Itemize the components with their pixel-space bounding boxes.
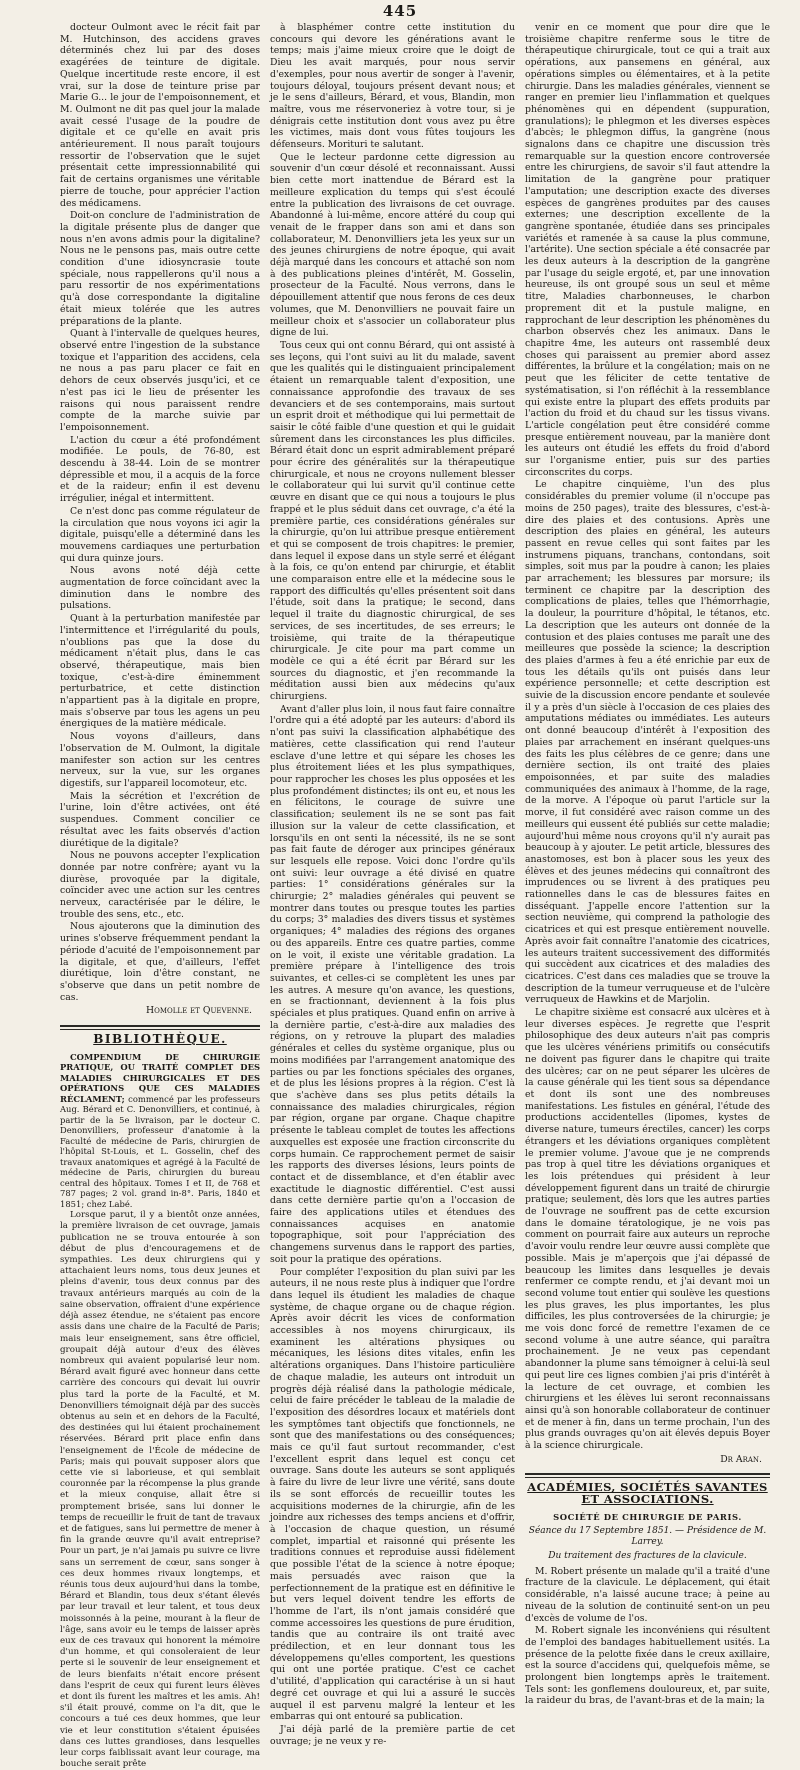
paragraph: Nous ajouterons que la diminution des urines s'observe fréquemment pendant la période d'acuité de l'empoisonnement par la digitale, et que, d'ailleurs, l'effet diurétique, loin d'être constant, ne s'observe que dans un petit nombre de cas. <box>60 921 260 1003</box>
paragraph: Tous ceux qui ont connu Bérard, qui ont assisté à ses leçons, qui l'ont suivi au lit du malade, savent que les qualités qui le distinguaient principalement étaient un remarquable talent d'exposition, une connaissance approfondie des travaux de ses devanciers et de ses contemporains, mais surtout un esprit droit et méthodique qui lui permettait de saisir le côté faible d'une question et qui le guidait sûrement dans les circonstances les plus difficiles. Bérard était donc un esprit admirablement préparé pour écrire des généralités sur la thérapeutique chirurgicale, et nous ne croyons nullement blesser le collaborateur qui lui survit qu'il continue cette œuvre en disant que ce qui nous a toujours le plus frappé et le plus séduit dans cet ouvrage, c'a été la première partie, ces considérations générales sur la chirurgie, qu'on lui attribue presque entièrement et qui se composent de trois chapitres: le premier, dans lequel il expose dans un style serré et élégant à la fois, ce qu'on entend par chirurgie, et établit une comparaison entre elle et la médecine sous le rapport des difficultés qu'elles présentent soit dans l'étude, soit dans la pratique; le second, dans lequel il traite du diagnostic chirurgical, de ses services, de ses incertitudes, de ses erreurs; le troisième, qui traite de la thérapeutique chirurgicale. Je cite pour ma part comme un modèle ce qui a été écrit par Bérard sur les sources du diagnostic, et j'en recommande la méditation aussi bien aux médecins qu'aux chirurgiens. <box>270 339 515 703</box>
society-name: SOCIÉTÉ DE CHIRURGIE DE PARIS. <box>553 1511 742 1522</box>
paragraph: Avant d'aller plus loin, il nous faut faire connaître l'ordre qui a été adopté par les auteurs: d'abord ils n'ont pas suivi la classification alphabétique des matières, cette classification qui rend l'auteur esclave d'une lettre et qui sépare les choses les plus étroitement liées et les plus sympathiques, pour rapprocher les choses les plus opposées et les plus profondément distinctes; ils ont eu, et nous les en félicitons, le courage de suivre une classification; seulement ils ne se sont pas fait illusion sur la valeur de cette classification, et lorsqu'ils en ont senti la nécessité, ils ne se sont pas fait faute de déroger aux principes généraux sur lesquels elle repose. Voici donc l'ordre qu'ils ont suivi: leur ouvrage a été divisé en quatre parties: 1° considérations générales sur la chirurgie; 2° maladies générales qui peuvent se montrer dans toutes ou presque toutes les parties du corps; 3° maladies des divers tissus et systèmes organiques; 4° maladies des régions des organes ou des appareils. Entre ces quatre parties, comme on le voit, il existe une véritable gradation. La première prépare à l'intelligence des trois suivantes, et celles-ci se complètent les unes par les autres. A mesure qu'on avance, les questions, en se fractionnant, deviennent à la fois plus spéciales et plus pratiques. Quand enfin on arrive à la dernière partie, c'est-à-dire aux maladies des régions, on y retrouve la plupart des maladies générales et celles du système organique, plus ou moins modifiées par l'arrangement anatomique des parties ou par les fonctions spéciales des organes, et de plus les lésions propres à la région. C'est là que s'achève dans ses plus petits détails la connaissance des maladies chirurgicales, région par région, organe par organe. Chaque chapitre présente le tableau complet de toutes les affections auxquelles est exposée une fraction circonscrite du corps humain. Ce rapprochement permet de saisir les rapports des diverses lésions, leurs points de contact et de dissemblance, et d'en établir avec exactitude le diagnostic différentiel. C'est aussi dans cette dernière partie qu'on a l'occasion de faire des applications utiles et étendues des connaissances acquises en anatomie topographique, soit pour l'appréciation des changemens survenus dans le rapport des parties, soit pour la pratique des opérations. <box>270 703 515 1265</box>
section-divider <box>525 1473 770 1478</box>
section-divider <box>60 1025 260 1030</box>
topic-title: Du traitement des fractures de la clavicule. <box>548 1551 747 1561</box>
paragraph: venir en ce moment que pour dire que le troisième chapitre renferme sous le titre de thérapeutique chirurgicale, tout ce qui a trait aux opérations, aux pansemens en général, aux opérations simples ou élémentaires, et à la petite chirurgie. Dans les maladies générales, viennent se ranger en premier lieu l'inflammation et quelques phénomènes qui en dépendent (suppuration, granulations); le phlegmon et les diverses espèces d'abcès; le phlegmon diffus, la gangrène (nous signalons dans ce chapitre une discussion très remarquable sur la question encore controversée entre les chirurgiens, de savoir s'il faut attendre la limitation de la gangrène pour pratiquer l'amputation; une description exacte des diverses espèces de gangrènes produites par des causes externes; une description excellente de la gangrène spontanée, étudiée dans ses principales variétés et ramenée à sa cause la plus commune, l'artérite). Une section spéciale a été consacrée par les deux auteurs à la description de la gangrène par l'usage du seigle ergoté, et, par une innovation heureuse, ils ont groupé sous un seul et même titre, Maladies charbonneuses, le charbon proprement dit et la pustule maligne, en rapprochant de leur description les phénomènes du charbon observés chez les animaux. Dans le chapitre 4me, les auteurs ont rassemblé deux choses qui paraissent au premier abord assez différentes, la brûlure et la congélation; mais on ne peut que les féliciter de cette tentative de systématisation, si l'on réfléchit à la ressemblance qui existe entre la plupart des effets produits par l'action du froid et du chaud sur les tissus vivans. L'article congélation peut être considéré comme presque entièrement nouveau, par la manière dont les auteurs ont étudié les effets du froid d'abord sur l'organisme entier, puis sur des parties circonscrites du corps. <box>525 22 770 478</box>
paragraph: M. Robert présente un malade qu'il a traité d'une fracture de la clavicule. Le déplacement, qui était considérable, n'a laissé aucune trace; à peine au niveau de la solution de continuité sent-on un peu d'excès de volume de l'os. <box>525 1565 770 1624</box>
paragraph: docteur Oulmont avec le récit fait par M. Hutchinson, des accidens graves déterminés chez lui par des doses exagérées de teinture de digitale. Quelque incertitude reste encore, il est vrai, sur la dose de teinture prise par Marie G... le jour de l'empoisonnement, et M. Oulmont ne dit pas quel jour la malade avait cessé l'usage de la poudre de digitale et ce qu'elle en avait pris antérieurement. Il nous paraît toujours ressortir de l'observation que le sujet présentait cette impressionnabilité qui fait de certains organismes une véritable pierre de touche, pour apprécier l'action des médicamens. <box>60 22 260 209</box>
paragraph: Nous voyons d'ailleurs, dans l'observation de M. Oulmont, la digitale manifester son action sur les centres nerveux, sur la vue, sur les organes digestifs, sur l'appareil locomoteur, etc. <box>60 731 260 789</box>
section-heading-academies: ACADÉMIES, SOCIÉTÉS SAVANTES ET ASSOCIATIONS. <box>527 1480 768 1507</box>
section-heading-bibliotheque: BIBLIOTHÈQUE. <box>93 1032 227 1047</box>
page-number: 445 <box>382 2 418 20</box>
paragraph: Nous avons noté déjà cette augmentation de force coïncidant avec la diminution dans le nombre des pulsations. <box>60 565 260 612</box>
book-reference <box>60 1052 260 1210</box>
book-details: commencé par les professeurs Aug. Bérard et C. Denonvilliers, et continué, à partir de la 5e livraison, par le docteur C. Denonvilliers, professeur d'anatomie à la Faculté de médecine de Paris, chirurgien de l'hôpital St-Louis, et L. Gosselin, chef des travaux anatomiques et agrégé à la Faculté de médecine de Paris, chirurgien du bureau central des hôpitaux. Tomes I et II, de 768 et 787 pages; 2 vol. grand in-8°. Paris, 1840 et 1851; chez Labé. <box>60 1093 260 1209</box>
paragraph: à blasphémer contre cette institution du concours qui devore les générations avant le temps; mais j'aime mieux croire que le doigt de Dieu les avait marqués, pour nous servir d'exemples, pour nous avertir de songer à l'avenir, toujours déloyal, toujours présent devant nous; et je le sens d'ailleurs, Bérard, et vous, Blandin, mon maître, vous me réservoneriez à votre tour, si je dénigrais cette institution dont vous avez pu être les victimes, mais dont vous fûtes toujours les défenseurs. Morituri te salutant. <box>270 22 515 151</box>
paragraph: Le chapitre sixième est consacré aux ulcères et à leur diverses espèces. Je regrette que l'esprit philosophique des deux auteurs n'ait pas compris que les ulcères vénériens primitifs ou consécutifs ne doivent pas figurer dans le chapitre qui traite des ulcères; car on ne peut séparer les ulcères de la cause générale qui les tient sous sa dépendance et dont ils sont une des nombreuses manifestations. Les fistules en général, l'étude des productions accidentelles (lipomes, kystes de diverse nature, tumeurs érectiles, cancer) les corps étrangers et les déviations organiques complètent le premier volume. J'avoue que je ne comprends pas trop à quel titre les déviations organiques et les lois prétendues qui président à leur développement figurent dans un traité de chirurgie pratique; seulement, dès lors que les autres parties de l'ouvrage ne souffrent pas de cette excursion dans le domaine tératologique, je ne vois pas comment on pourrait faire aux auteurs un reproche d'avoir voulu rendre leur œuvre aussi complète que possible. Mais je m'aperçois que j'ai dépassé de beaucoup les limites dans lesquelles je devais renfermer ce compte rendu, et j'ai devant moi un second volume tout entier qui soulève les questions les plus graves, les plus importantes, les plus difficiles, les plus controversées de la chirurgie; je me vois donc forcé de remettre l'examen de ce second volume à une autre séance, qui paraîtra prochainement. Je ne veux pas cependant abandonner la plume sans témoigner à celui-là seul qui peut lire ces lignes combien j'ai pris d'intérêt à la lecture de cet ouvrage, et combien les chirurgiens et les élèves lui seront reconnaissans ainsi qu'à son honorable collaborateur de continuer et de mener à fin, dans un terme prochain, l'un des plus grands ouvrages qu'on ait élevés depuis Boyer à la science chirurgicale. <box>525 1007 770 1452</box>
book-title: COMPENDIUM DE CHIRURGIE PRATIQUE, OU TRAITÉ COMPLET DES MALADIES CHIRURGICALES ET DES OPÉRATIONS QUE CES MALADIES RÉCLAMENT; <box>60 1051 260 1104</box>
paragraph: Pour compléter l'exposition du plan suivi par les auteurs, il ne nous reste plus à indiquer que l'ordre dans lequel ils étudient les maladies de chaque système, de chaque organe ou de chaque région. Après avoir décrit les vices de conformation accessibles à nos moyens chirurgicaux, ils examinent les altérations physiques ou mécaniques, les lésions dites vitales, enfin les altérations organiques. Dans l'histoire particulière de chaque maladie, les auteurs ont introduit un progrès déjà réalisé dans la pathologie médicale, celui de faire précéder le tableau de la maladie de l'exposition des désordres locaux et matériels dont les symptômes tant objectifs que fonctionnels, ne sont que des manifestations ou des conséquences; mais ce qu'il faut surtout recommander, c'est l'excellent esprit dans lequel est conçu cet ouvrage. Sans doute les auteurs se sont appliqués à faire du livre de leur livre une vérité, sans doute ils se sont efforcés de recueillir toutes les acquisitions modernes de la chirurgie, afin de les joindre aux richesses des temps anciens et d'offrir, à l'occasion de chaque question, un résumé complet, impartial et raisonné qui présente les traditions connues et reproduise aussi fidèlement que possible l'état de la science à notre époque; mais persuadés avec raison que la perfectionnement de la pratique est en définitive le but vers lequel doivent tendre les efforts de l'homme de l'art, ils n'ont jamais considéré que comme accessoires les questions de pure érudition, tandis que au contraire ils ont traité avec prédilection, et en leur donnant tous les développemens qu'elles comportent, les questions qui ont une portée pratique. C'est ce cachet d'utilité, d'application qui caractérise à un si haut degré cet ouvrage et qui lui a assuré le succès auquel il est parvenu malgré la lenteur et les embarras qui ont entouré sa publication. <box>270 1266 515 1723</box>
paragraph: Le chapitre cinquième, l'un des plus considérables du premier volume (il n'occupe pas moins de 250 pages), traite des blessures, c'est-à-dire des plaies et des contusions. Après une description des plaies en général, les auteurs passent en revue celles qui sont faites par les instrumens piquans, tranchans, contondans, soit simples, soit mus par la poudre à canon; les plaies par arrachement; les blessures par morsure; ils terminent ce chapitre par la description des complications de plaies, telles que l'hémorrhagie, la douleur, la pourriture d'hôpital, le tétanos, etc. La description que les auteurs ont donnée de la contusion et des plaies contuses me paraît une des meilleures que possède la science; la description des plaies d'armes à feu a été enrichie par eux de tous les détails qu'ils ont puisés dans leur expérience personnelle; et cette description est suivie de la discussion encore pendante et soulevée il y a près d'un siècle à l'occasion de ces plaies des amputations médiates ou immédiates. Les auteurs ont donné beaucoup d'intérêt à l'exposition des plaies par arrachement en insérant quelques-uns des faits les plus célèbres de ce genre; dans une dernière section, ils ont traité des plaies empoisonnées, et par suite des maladies communiquées des animaux à l'homme, de la rage, de la morve. A l'époque où parut l'article sur la morve, il fut considéré avec raison comme un des meilleurs qui eussent été publiés sur cette maladie; aujourd'hui même nous croyons qu'il n'y aurait pas beaucoup à y ajouter. Le petit article, blessures des anastomoses, est bon à placer sous les yeux des élèves et des jeunes médecins qui connaîtront des imprudences ou se livrent à des pratiques peu rationnelles dans le cas de blessures faites en disséquant. J'appelle encore l'attention sur la section neuvième, qui comprend la pathologie des cicatrices et qui est presque entièrement nouvelle. Après avoir fait connaître l'anatomie des cicatrices, les auteurs traitent successivement des difformités qui succèdent aux cicatrices et des maladies des cicatrices. C'est dans ces maladies que se trouve la description de la tumeur verruqueuse et de l'ulcère verruqueux de Hawkins et de Marjolin. <box>525 479 770 1006</box>
column-middle <box>270 22 515 1747</box>
signature: Homolle et Quevenne. <box>146 1005 252 1017</box>
paragraph: Nous ne pouvons accepter l'explication donnée par notre confrère; ayant vu la diurèse, provoquée par la digitale, coïncider avec une action sur les centres nerveux, caractérisée par le délire, le trouble des sens, etc., etc. <box>60 850 260 920</box>
paragraph: Quant à la perturbation manifestée par l'intermittence et l'irrégularité du pouls, n'oublions pas que la dose du médicament n'était plus, dans le cas observé, thérapeutique, mais bien toxique, c'est-à-dire éminemment perturbatrice, et cette distinction n'appartient pas à la digitale en propre, mais s'observe par tous les agens un peu énergiques de la matière médicale. <box>60 613 260 730</box>
session-line: Séance du 17 Septembre 1851. — Présidence de M. Larrey. <box>528 1525 767 1548</box>
paragraph: Quant à l'intervalle de quelques heures, observé entre l'ingestion de la substance toxique et l'apparition des accidens, cela ne nous a pas paru placer ce fait en dehors de ceux observés jusqu'ici, et ce n'est pas ici le lieu de présenter les raisons qui nous paraissent rendre compte de la marche suivie par l'empoisonnement. <box>60 328 260 433</box>
column-right <box>525 22 770 1707</box>
paragraph: M. Robert signale les inconvéniens qui résultent de l'emploi des bandages habituellement usités. La présence de la pelotte fixée dans le creux axillaire, est la source d'accidens qui, quelquefois même, se prolongent bien longtemps après le traitement. Tels sont: les gonflemens douloureux, et, par suite, la raideur du bras, de l'avant-bras et de la main; la <box>525 1625 770 1707</box>
signature: Dr Aran. <box>720 1453 762 1465</box>
paragraph: Ce n'est donc pas comme régulateur de la circulation que nous voyons ici agir la digitale, puisqu'elle a déterminé dans les mouvemens cardiaques une perturbation qui dura quinze jours. <box>60 505 260 564</box>
paragraph: Mais la sécrétion et l'excrétion de l'urine, loin d'être activées, ont été suspendues. Comment concilier ce résultat avec les faits observés d'action diurétique de la digitale? <box>60 790 260 849</box>
paragraph: J'ai déjà parlé de la première partie de cet ouvrage; je ne veux y re- <box>270 1723 515 1747</box>
column-left <box>60 22 260 1770</box>
paragraph: Doit-on conclure de l'administration de la digitale présente plus de danger que nous n'en avons admis pour la digitaline? Nous ne le pensons pas, mais outre cette condition d'une idiosyncrasie toute spéciale, nous rappellerons qu'il nous a paru ressortir de nos expérimentations qu'à dose correspondante la digitaline était mieux tolérée que les autres préparations de la plante. <box>60 210 260 327</box>
paragraph: L'action du cœur a été profondément modifiée. Le pouls, de 76-80, est descendu à 38-44. Loin de se montrer dépressible et mou, il a acquis de la force et de la raideur; enfin il est devenu irrégulier, inégal et intermittent. <box>60 434 260 505</box>
paragraph: Que le lecteur pardonne cette digression au souvenir d'un cœur désolé et reconnaissant. Aussi bien cette mort inattendue de Bérard est la meilleure explication du temps qui s'est écoulé entre la publication des livraisons de cet ouvrage. Abandonné à lui-même, encore attéré du coup qui venait de le frapper dans son ami et dans son collaborateur, M. Denonvilliers jeta les yeux sur un des jeunes chirurgiens de notre époque, qui avait déjà marqué dans les concours et attaché son nom à des publications pleines d'intérêt, M. Gosselin, prosecteur de la Faculté. Nous verrons, dans le dépouillement attentif que nous ferons de ces deux volumes, que M. Denonvilliers ne pouvait faire un meilleur choix et s'associer un collaborateur plus digne de lui. <box>270 151 515 339</box>
paragraph: Lorsque parut, il y a bientôt onze années, la première livraison de cet ouvrage, jamais publication ne se trouva entourée à son début de plus d'encouragemens et de sympathies. Les deux chirurgiens qui y attachaient leurs noms, tous deux jeunes et pleins d'avenir, tous deux connus par des travaux antérieurs marqués au coin de la saine observation, offraient d'une expérience déjà assez étendue, ne s'étaient pas encore assis dans une chaire de la Faculté de Paris; mais leur enseignement, sans être officiel, groupait déjà autour d'eux des élèves nombreux qui avaient popularisé leur nom. Bérard avait figuré avec honneur dans cette carrière des concours qui devait lui ouvrir plus tard la porte de la Faculté, et M. Denonvilliers témoignait déjà par des succès obtenus au sein et en dehors de la Faculté, des destinées qui lui étaient prochainement réservées. Bérard prit place enfin dans l'enseignement de l'École de médecine de Paris; mais qui pouvait supposer alors que cette vie si laborieuse, et qui semblait couronnée par la récompense la plus grande et la mieux conquise, allait être si promptement brisée, sans lui donner le temps de recueillir le fruit de tant de travaux et de fatigues, sans lui permettre de mener à fin la grande œuvre qu'il avait entreprise? Pour un part, je n'ai jamais pu suivre ce livre sans un serrement de cœur, sans songer à ces deux hommes rivaux longtemps, et réunis tous deux aujourd'hui dans la tombe, Bérard et Blandin, tous deux s'étant élevés par leur travail et leur talent, et tous deux moissonnés à la peine, mourant à la fleur de l'âge, sans avoir eu le temps de laisser après eux de ces travaux qui honorent la mémoire d'un homme, et qui consoleraient de leur perte si le souvenir de leur enseignement et de leurs bienfaits n'était encore présent dans l'esprit de ceux qui furent leurs élèves et dont ils furent les maîtres et les amis. Ah! s'il était prouvé, comme on l'a dit, que le concours a tué ces deux hommes, que leur vie et leur constitution s'étaient épuisées dans ces luttes grandioses, dans lesquelles leur corps faiblissait avant leur courage, ma bouche serait prête <box>60 1210 260 1770</box>
